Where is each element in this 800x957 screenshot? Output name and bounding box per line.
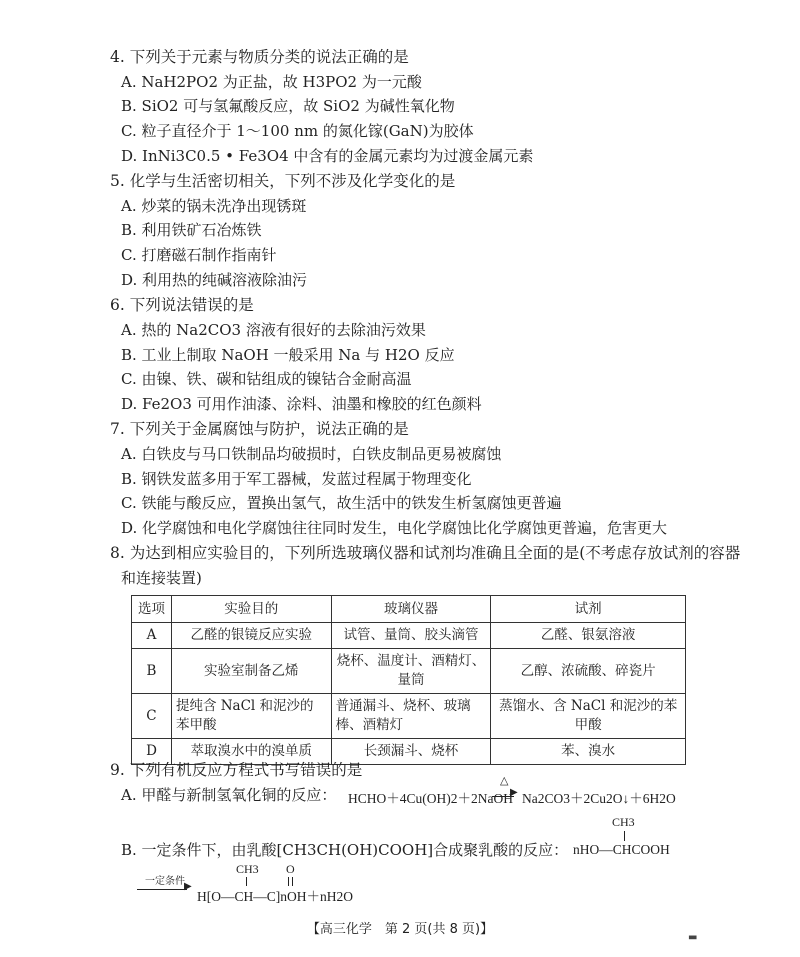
q4-option-a: A. NaH2PO2 为正盐，故 H3PO2 为一元酸 — [121, 73, 422, 91]
q4-option-c: C. 粒子直径介于 1～100 nm 的氮化镓(GaN)为胶体 — [121, 122, 474, 140]
table-header-row — [132, 596, 686, 623]
question-8-stem-line2: 和连接装置) — [121, 569, 202, 587]
q6-option-d: D. Fe2O3 可用作油漆、涂料、油墨和橡胶的红色颜料 — [121, 395, 482, 413]
table-cell: A — [132, 623, 172, 649]
question-6-stem: 6. 下列说法错误的是 — [110, 296, 254, 314]
table-row — [132, 694, 686, 739]
q6-option-c: C. 由镍、铁、碳和钴组成的镍钴合金耐高温 — [121, 370, 412, 388]
q7-option-a: A. 白铁皮与马口铁制品均破损时，白铁皮制品更易被腐蚀 — [121, 445, 502, 463]
table-cell: 蒸馏水、含 NaCl 和泥沙的苯甲酸 — [491, 694, 686, 739]
q5-option-d: D. 利用热的纯碱溶液除油污 — [121, 271, 308, 289]
q5-option-b: B. 利用铁矿石冶炼铁 — [121, 221, 262, 239]
q9-b-ch3-label: CH3 — [612, 815, 635, 829]
table-row — [132, 623, 686, 649]
header-glassware: 玻璃仪器 — [331, 596, 491, 623]
header-purpose: 实验目的 — [171, 596, 331, 623]
table-row — [132, 649, 686, 694]
q4-option-d: D. InNi3C0.5 • Fe3O4 中含有的金属元素均为过渡金属元素 — [121, 147, 534, 165]
q9-b-condition: 一定条件 — [145, 876, 185, 887]
q9-b-product-o: O — [286, 862, 295, 876]
table-cell: 实验室制备乙烯 — [171, 649, 331, 694]
table-cell: 乙醛、银氨溶液 — [491, 623, 686, 649]
q9-b-arrow — [137, 889, 187, 890]
question-7-stem: 7. 下列关于金属腐蚀与防护，说法正确的是 — [110, 420, 409, 438]
table-cell: B — [132, 649, 172, 694]
arrow-head-icon: ▶ — [510, 787, 518, 798]
q8-experiment-table — [131, 595, 686, 765]
table-cell: D — [132, 739, 172, 765]
table-cell: 萃取溴水中的溴单质 — [171, 739, 331, 765]
corner-mark: ▬ — [688, 932, 698, 943]
q9-option-a-text: A. 甲醛与新制氢氧化铜的反应： — [121, 786, 337, 804]
q5-option-c: C. 打磨磁石制作指南针 — [121, 246, 277, 264]
q6-option-a: A. 热的 Na2CO3 溶液有很好的去除油污效果 — [121, 321, 426, 339]
q9-b-product-ch3: CH3 — [236, 862, 259, 876]
question-4-stem: 4. 下列关于元素与物质分类的说法正确的是 — [110, 48, 409, 66]
q7-option-d: D. 化学腐蚀和电化学腐蚀往往同时发生，电化学腐蚀比化学腐蚀更普遍，危害更大 — [121, 519, 668, 537]
q9-a-products: Na2CO3＋2Cu2O↓＋6H2O — [522, 791, 676, 806]
q9-b-reactant: nHO—CHCOOH — [573, 842, 670, 857]
table-cell: 苯、溴水 — [491, 739, 686, 765]
q9-a-heat-condition: △ — [500, 775, 509, 787]
q6-option-b: B. 工业上制取 NaOH 一般采用 Na 与 H2O 反应 — [121, 346, 455, 364]
table-cell: 乙醛的银镜反应实验 — [171, 623, 331, 649]
q4-option-b: B. SiO2 可与氢氟酸反应，故 SiO2 为碱性氧化物 — [121, 97, 455, 115]
q7-option-b: B. 钢铁发蓝多用于军工器械，发蓝过程属于物理变化 — [121, 470, 472, 488]
table-cell: C — [132, 694, 172, 739]
q5-option-a: A. 炒菜的锅未洗净出现锈斑 — [121, 197, 307, 215]
table-cell: 乙醇、浓硫酸、碎瓷片 — [491, 649, 686, 694]
header-option: 选项 — [132, 596, 172, 623]
question-8-stem-line1: 8. 为达到相应实验目的，下列所选玻璃仪器和试剂均准确且全面的是(不考虑存放试剂的容器 — [110, 544, 741, 562]
q9-b-ch3-bond — [624, 831, 625, 841]
table-cell: 长颈漏斗、烧杯 — [331, 739, 491, 765]
q9-a-reactants: HCHO＋4Cu(OH)2＋2NaOH — [348, 791, 513, 806]
table-cell: 提纯含 NaCl 和泥沙的苯甲酸 — [171, 694, 331, 739]
header-reagents: 试剂 — [491, 596, 686, 623]
q7-option-c: C. 铁能与酸反应，置换出氢气，故生活中的铁发生析氢腐蚀更普遍 — [121, 494, 562, 512]
table-cell: 烧杯、温度计、酒精灯、量筒 — [331, 649, 491, 694]
q9-b-product: H[O—CH—C]nOH＋nH2O — [197, 889, 353, 904]
q9-option-b-text: B. 一定条件下，由乳酸[CH3CH(OH)COOH]合成聚乳酸的反应： — [121, 841, 569, 859]
arrow-head-icon: ▶ — [184, 881, 192, 892]
page-footer: 【高三化学 第 2 页(共 8 页)】 — [306, 922, 494, 937]
table-cell: 试管、量筒、胶头滴管 — [331, 623, 491, 649]
table-cell: 普通漏斗、烧杯、玻璃棒、酒精灯 — [331, 694, 491, 739]
question-5-stem: 5. 化学与生活密切相关，下列不涉及化学变化的是 — [110, 172, 456, 190]
question-9-stem: 9. 下列有机反应方程式书写错误的是 — [110, 761, 363, 779]
